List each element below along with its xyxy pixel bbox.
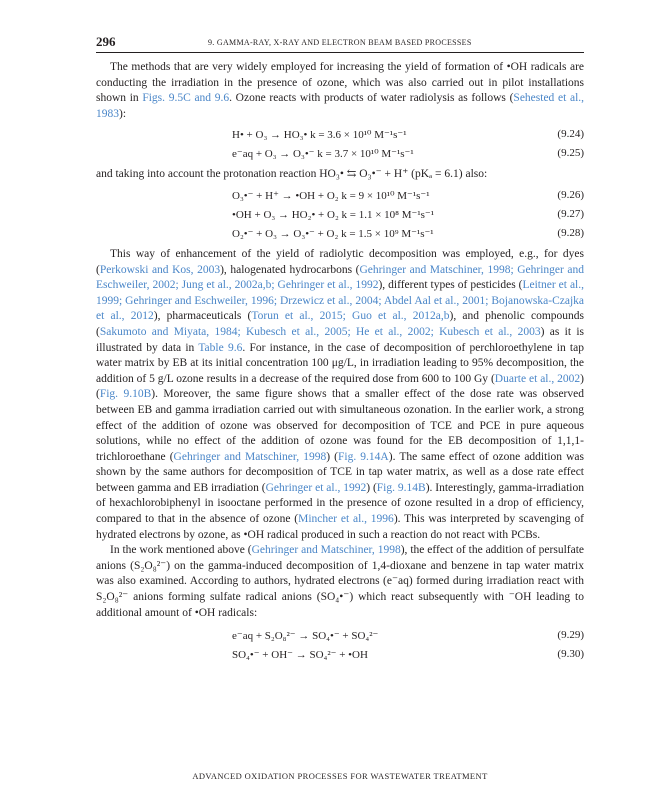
text-span: ), halogenated hydrocarbons ( [220, 263, 360, 276]
equation: •OH + O₃ → HO₂• + O₂ k = 1.1 × 10⁸ M⁻¹s⁻¹ [232, 208, 435, 221]
equation-row [96, 627, 584, 646]
equation-number: (9.27) [557, 207, 584, 220]
figure-link[interactable]: Figs. 9.5C and 9.6 [142, 92, 230, 105]
equation-number: (9.25) [557, 147, 584, 160]
equation-number: (9.24) [557, 128, 584, 141]
equation: e⁻aq + O₃ → O₃•⁻ k = 3.7 × 10¹⁰ M⁻¹s⁻¹ [232, 148, 414, 161]
equation-number: (9.28) [557, 226, 584, 239]
equation-row [96, 187, 584, 206]
equation: SO₄•⁻ + OH⁻ → SO₄²⁻ + •OH [232, 649, 368, 662]
text-span: ), and phenolic compounds ( [96, 310, 584, 338]
equation-row [96, 206, 584, 225]
citation-link[interactable]: Gehringer et al., 1992 [265, 481, 367, 494]
figure-link[interactable]: Fig. 9.14A [337, 450, 389, 463]
equation-number: (9.29) [557, 629, 584, 642]
text-span: ). The same effect of ozone addition was shown by the same authors for decomposition of TCE in tap water matrix, as well as a dose rate effect between gamma and EB irradiation ( [96, 450, 585, 494]
equation-number: (9.30) [557, 648, 584, 661]
equation: O₂•⁻ + O₃ → O₃•⁻ + O₂ k = 1.5 × 10⁹ M⁻¹s⁻¹ [232, 227, 434, 240]
text-span: In the work mentioned above ( [110, 544, 252, 557]
text-span: ) ( [96, 372, 584, 401]
citation-link[interactable]: Duarte et al., 2002 [494, 372, 581, 385]
citation-link[interactable]: Gehringer and Matschiner, 1998 [173, 450, 327, 463]
text-span: The methods that are very widely employed for increasing the yield of formation of [110, 61, 504, 73]
figure-link[interactable]: Fig. 9.10B [99, 388, 152, 401]
equation: e⁻aq + S₂O₈²⁻ → SO₄•⁻ + SO₄²⁻ [232, 630, 379, 643]
equation-row [96, 126, 584, 145]
text-span: ), different types of pesticides ( [378, 279, 523, 292]
text-span: ). Interestingly, gamma-irradiation of hexachlorobiphenyl in isooctane performed in the presence of ozone resulted in a drop of efficiency, compared to that in the absence of ozone ( [96, 481, 584, 526]
citation-link[interactable]: Leitner et al., 1999; Gehringer and Eschweiler, 1996; Drzewicz et al., 2004; Abdel Aal et al., 2001; Bojanowska-Czajka et al., 2012 [96, 279, 584, 323]
citation-link[interactable]: Gehringer and Matschiner, 1998 [251, 544, 401, 557]
figure-link[interactable]: Fig. 9.14B [376, 481, 426, 494]
protonation-line: and taking into account the protonation reaction HO₃• ⇆ O₃•⁻ + H⁺ (pKₐ = 6.1) also: [96, 168, 488, 181]
equation: O₃•⁻ + H⁺ → •OH + O₂ k = 9 × 10¹⁰ M⁻¹s⁻¹ [232, 189, 430, 202]
text-span: . For instance, in the case of decomposition of perchloroethylene in tap water matrix by EB at its initial concentration 100 μg/L, in irradiation leading to 95% decomposition, the addition of 5 g/L ozone results in a decrease of the required dose from 600 to 100 Gy ( [96, 341, 584, 385]
equation: H• + O₃ → HO₃• k = 3.6 × 10¹⁰ M⁻¹s⁻¹ [232, 129, 407, 142]
running-head: 9. GAMMA-RAY, X-RAY AND ELECTRON BEAM BASED PROCESSES [208, 38, 472, 47]
text-span: ) as it is illustrated by data in [96, 325, 584, 354]
text-span: •OH radicals are conducting the irradiation in the presence of ozone, which was also carried out in pilot installations shown in [96, 61, 585, 105]
text-span: ): [119, 107, 127, 120]
table-link[interactable]: Table 9.6 [198, 341, 243, 354]
citation-link[interactable]: Mincher et al., 1996 [298, 513, 394, 526]
equation-row [96, 225, 584, 244]
equation-row [96, 646, 584, 665]
text-span: This way of enhancement of the yield of radiolytic decomposition was employed, e.g., for dyes ( [96, 247, 584, 276]
equation-number: (9.26) [557, 188, 584, 201]
paragraph-applications [96, 247, 584, 543]
page-number: 296 [96, 34, 116, 49]
text-span: ), pharmaceuticals ( [153, 310, 252, 323]
citation-link[interactable]: Perkowski and Kos, 2003 [99, 263, 221, 276]
citation-link[interactable]: Sakumoto and Miyata, 1984; Kubesch et al., 2005; He et al., 2002; Kubesch et al., 2003 [99, 325, 541, 338]
paragraph-ozone-intro [96, 60, 584, 122]
text-span: . Ozone reacts with products of water radiolysis as follows ( [229, 92, 514, 105]
text-span: ) ( [326, 450, 338, 463]
text-span: ), the effect of the addition of persulfate anions (S₂O₈²⁻) on the gamma-induced decomposition of 1,4-dioxane and benzene in tap water matrix was also examined. According to authors, hydrated electrons (e⁻aq) formed during irradiation react with S₂O₈²⁻ anions forming sulfate radical anions (SO₄•⁻) which react subsequently with ⁻OH leading to additional amount of •OH radicals: [96, 544, 584, 619]
paragraph-persulfate [96, 543, 584, 621]
equation-row [96, 145, 584, 164]
text-span: ) ( [366, 481, 377, 494]
citation-link[interactable]: Sehested et al., 1983 [96, 92, 585, 120]
citation-link[interactable]: Torun et al., 2015; Guo et al., 2012a,b [251, 310, 450, 323]
text-span: ). This was interpreted by scavenging of hydrated electrons by ozone, as •OH radical produced in such a reaction do not react with PCBs. [96, 513, 585, 541]
page-header [96, 32, 584, 53]
citation-link[interactable]: Gehringer and Matschiner, 1998; Gehringer and Eschweiler, 2002; Jung et al., 2002a,b; Gehringer et al., 1992 [96, 263, 584, 292]
page-body [96, 60, 584, 665]
page-footer: ADVANCED OXIDATION PROCESSES FOR WASTEWATER TREATMENT [192, 771, 488, 781]
text-span: ). Moreover, the same figure shows that a smaller effect of the dose rate was observed between EB and gamma irradiation carried out with simultaneous ozonation. In the earlier work, a strong effect of the addition of ozone was observed for decomposition of TCE and PCE in pure aqueous solutions, while no effect of the addition of ozone was found for the EB decomposition of 1,1,1-trichloroethane ( [96, 388, 584, 463]
